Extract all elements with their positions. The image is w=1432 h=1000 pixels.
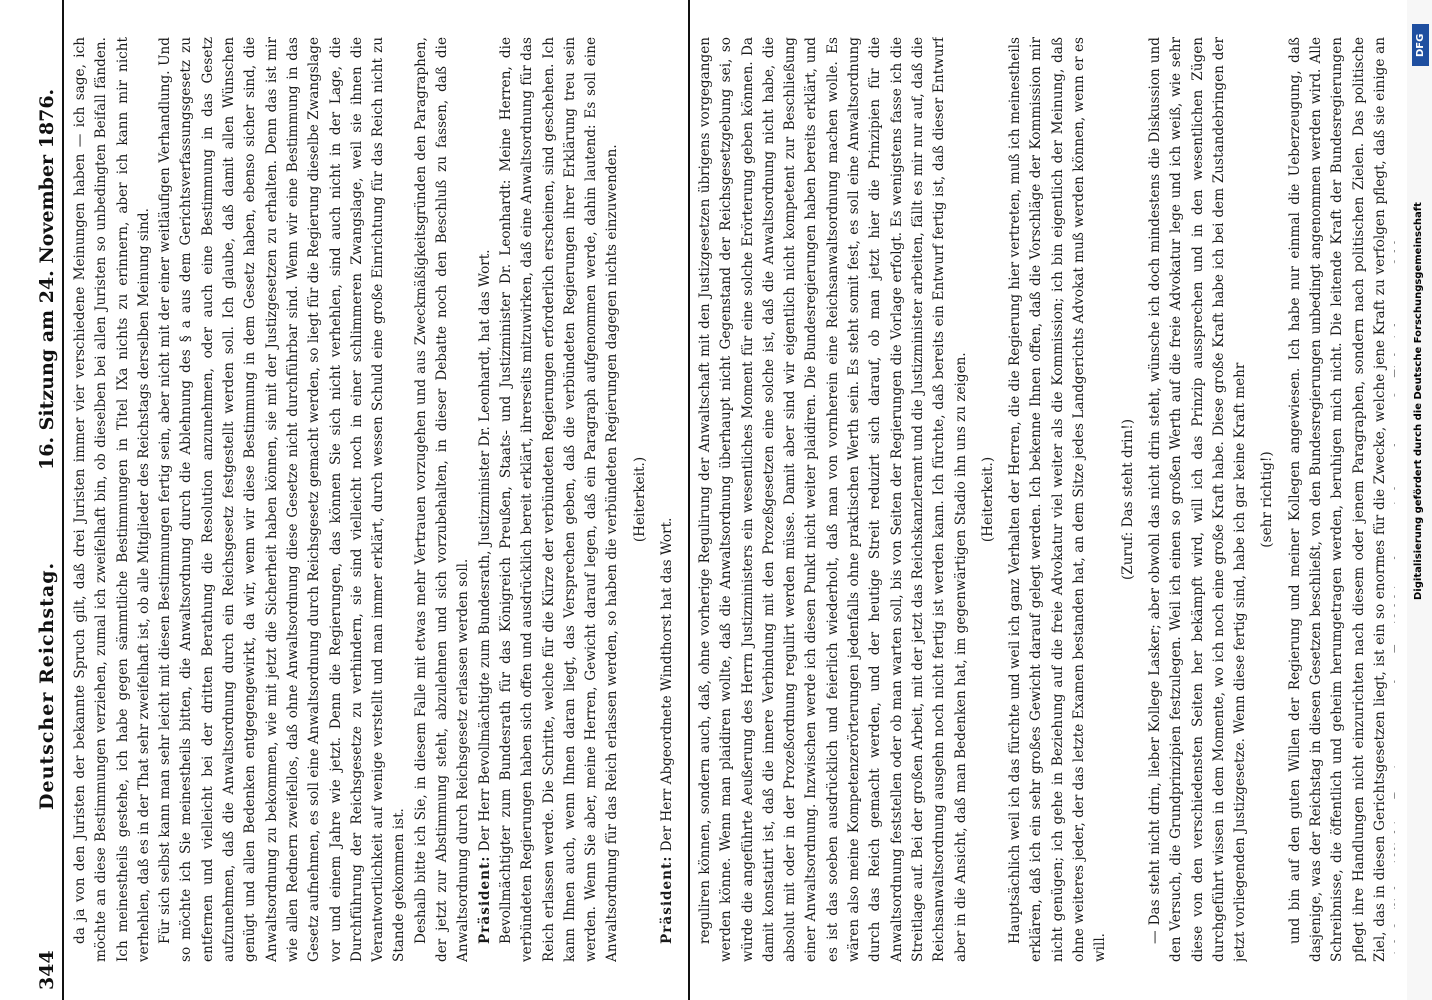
speech-text: Der Herr Abgeordnete Windthorst hat das Wort. (659, 517, 676, 852)
body-paragraph: Hauptsächlich weil ich das fürchte und weil ich ganz Verhalten der Herren, die die Regierung hier vertreten, muß ich meinestheils erklären, daß ich ein sehr großes Gewicht darauf gelegt werden. Ich bekenne Ihnen offen, daß die Vorschläge der Kommission mir nicht genügen; ich gehe in Beziehung auf die freie Advokatur viel weiter als die Kommission; ich bin eigentlich der Meinung, daß ohne weiteres jeder, der das letzte Examen bestanden hat, an dem Sitze jedes Landgerichts Advokat muß werden können, wenn er es will. (1007, 37, 1109, 962)
speech-paragraph (475, 37, 496, 962)
body-paragraph: und bin auf den guten Willen der Regierung und meiner Kollegen angewiesen. Ich habe nur einmal die Ueberzeugung, daß dasjenige, was der Reichstag in diesen Gesetzen beschließt, von den Bundesregierungen unbedingt angenommen werden wird. Alle Schreibnisse, die öffentlich und geheim herumgetragen werden, beruhigen mich nicht. Die leitende Kraft der Bundesregierungen pflegt ihre Handlungen nicht einzurichten nach diesem oder jenem Paragraphen, sondern nach politischen Zielen. Das politische Ziel, das in diesen Gerichtsgesetzen liegt, ist ein so enormes für die Zwecke, welche jene Kraft zu verfolgen pflegt, daß sie einige an (1286, 37, 1388, 962)
body-paragraph: — Das steht nicht drin, lieber Kollege Lasker; aber obwohl das nicht drin steht, wünsche ich doch mindestens die Diskussion und den Versuch, die Grundprinzipien festzulegen. Weil ich einen so großen Werth auf die freie Advokatur lege und ich weiß, wie sehr diese von den verschiedensten Seiten her bekämpft wird, will ich das Prinzip aussprechen und in den wesentlichen Zügen durchgeführt wissen in dem Momente, wo ich noch eine große Kraft habe. Diese große Kraft habe ich bei dem Zustandebringen der jetzt vorliegenden Justizgesetze. Wenn diese fertig sind, habe ich gar keine Kraft mehr (1146, 37, 1249, 962)
body-paragraph: da ja von den Juristen der bekannte Spruch gilt, daß drei Juristen immer vier verschiedene Meinungen haben — ich sage, ich möchte an diese Bestimmungen verziehen, zumal ich zweifelhaft bin, ob dieselben bei allen Juristen so unbedingten Beifall fänden. Ich meinestheils gestehe, ich habe gegen sämmtliche Bestimmungen in Titel IXa nichts zu erinnern, aber ich kann mir nicht verhehlen, daß es in der That sehr zweifelhaft ist, ob alle Mitglieder des Reichstags derselben Meinung sind. (72, 37, 152, 962)
header-rule (62, 0, 64, 1000)
body-paragraph: Bevollmächtigter zum Bundesrath für das Königreich Preußen, Staats- und Justizminister Dr. Leonhardt: Meine Herren, die verbündeten Regierungen haben sich offen und ausdrücklich bereit erklärt, ihrerseits mitzuwirken, daß eine Anwaltsordnung für das Reich erlassen werde. Die Schritte, welche für die Kürze der verbündeten Regierungen erforderlich erscheinen, sind geschehen. Ich kann Ihnen auch, wenn Ihnen daran liegt, das Versprechen geben, daß die verbündeten Regierungen ihrer Erklärung treu sein werden. Wenn Sie aber, meine Herren, Gewicht darauf legen, daß ein Paragraph aufgenommen werde, dahin lautend: Es soll eine Anwaltsordnung für das Reich erlassen werden, so haben die verbündeten Regierungen dagegen nichts einzuwenden. (497, 37, 621, 962)
speech-text: Der Herr Bevollmächtigte zum Bundesrath, Justizminister Dr. Leonhardt, hat das Wort. (476, 249, 493, 852)
right-column (695, 37, 1395, 962)
interjection: (sehr richtig!) (1259, 451, 1276, 548)
interjection: (Heiterkeit.) (979, 456, 996, 543)
page-title: Deutscher Reichstag. (36, 561, 58, 810)
interjection: (Zuruf: Das steht drin!) (1119, 418, 1136, 581)
speaker-label: Präsident: (476, 855, 493, 944)
body-paragraph: Deshalb bitte ich Sie, in diesem Falle mit etwas mehr Vertrauen vorzugehen und aus Zweckmäßigkeitsgründen den Paragraphen, der jetzt zur Abstimmung steht, abzulehnen und sich vorzubehalten, in dieser Debatte noch den Beschluß zu fassen, daß die Anwaltsordnung durch Reichsgesetz erlassen werden soll. (412, 37, 472, 962)
body-paragraph (678, 37, 680, 962)
body-paragraph: reguliren können, sondern auch, daß, ohne vorherige Regulirung der Anwaltschaft mit den Justizgesetzen übrigens vorgegangen werden könne. Wenn man plaidiren wollte, daß die Anwaltsordnung überhaupt nicht Gegenstand der Reichsgesetzgebung sei, so würde die angeführte Aeußerung des Herrn Justizministers ein wesentliches Moment für eine solche Erörterung geben können. Da damit konstatirt ist, daß die innere Verbindung mit den Prozeßgesetzen eine solche ist, daß die Anwaltsordnung nicht habe, die absolut mit oder in der Prozeßordnung regulirt werden müsse. Damit aber sind wir eigentlich nicht kompetent zur Beschließung einer Anwaltsordnung. Inzwischen werde ich diesen Punkt nicht weiter plaidiren. Die Bundesregierungen haben bereits erklärt, und es ist das soeben ausdrücklich und feierlich wiederholt, daß man von vornherein eine Reichsanwaltsordnung machen wolle. Es wären also meine Kompetenzerörterungen jedenfalls ohne praktischen Werth sein. Es steht somit fest, es soll eine Anwaltsordnung durch das Reich gemacht werden, und der heutige Streit reduzirt sich darauf, ob man jetzt hier die Prinzipien für die Anwaltsordnung feststellen oder ob man warten soll, bis von Seiten der Regierungen die Vorlage erfolgt. Es wenigstens fasse ich die Streitlage auf. Bei der großen Arbeit, mit der jetzt das Reichskanzleramt und die Justizminister arbeiten, fällt es mir nur auf, daß die Reichsanwaltsordnung ausgehn noch nicht fertig ist werden kann. Ich fürchte, daß bereits ein Entwurf fertig ist, daß dieser Entwurf aber in die Ansicht, daß man Bedenken hat, im gegenwärtigen Stadio ihn uns zu zeigen. (697, 37, 969, 962)
speech-paragraph (657, 37, 678, 962)
dfg-logo: DFG (1412, 24, 1429, 66)
digitization-note: Digitalisierung gefördert durch die Deutsche Forschungsgemeinschaft (1413, 202, 1424, 600)
left-column (70, 37, 680, 962)
column-divider (688, 0, 690, 1000)
page-number: 344 (36, 950, 58, 990)
speaker-label: Präsident: (659, 855, 676, 944)
page-header (30, 10, 70, 990)
body-paragraph: Für sich selbst kann man sehr leicht mit diesen Bestimmungen fertig sein, aber nicht mit der einer weitläufigen Verhandlung. Und so möchte ich Sie meinestheils bitten, die Anwaltsordnung durch die Ablehnung des § a aus dem Gerichtsverfassungsgesetz zu entfernen und vielleicht bei der dritten Berathung die Resolution anzunehmen, oder auch eine Bestimmung in das Gesetz aufzunehmen, daß die Anwaltsordnung durch ein Reichsgesetz festgestellt werden soll. Ich glaube, daß damit allen Wünschen genügt und allen Bedenken entgegengewirkt, da wir, wenn wir diese Bestimmung in dem Gesetz haben, ebenso sicher sind, die Anwaltsordnung zu bekommen, wie mit jetzt die Sicherheit haben können, sie mit der Justizgesetzen zu erhalten. Denn das ist mir wie allen Rednern zweifellos, daß ohne Anwaltsordnung diese Gesetze nicht durchführbar sind. Wenn wir eine Bestimmung in das Gesetz aufnehmen, es soll eine Anwaltsordnung durch Reichsgesetz gemacht werden, so liegt für die Regierung dieselbe Zwangslage vor und einem Jahre wie jetzt. Denn die Regierungen, das können Sie sich nicht verhehlen, sind auch nicht in der Lage, die Durchführung der Reichsgesetze zu verhindern, sie sind vielleicht noch in einer schlimmeren Zwangslage, weil sie ihnen die Verantwortlichkeit auf wenige verstellt und man immer erklärt, durch wessen Schuld eine große Einrichtung für das Reich nicht zu Stande gekommen ist. (157, 37, 408, 962)
session-date: 16. Sitzung am 24. November 1876. (36, 88, 58, 470)
interjection: (Heiterkeit.) (631, 456, 648, 543)
